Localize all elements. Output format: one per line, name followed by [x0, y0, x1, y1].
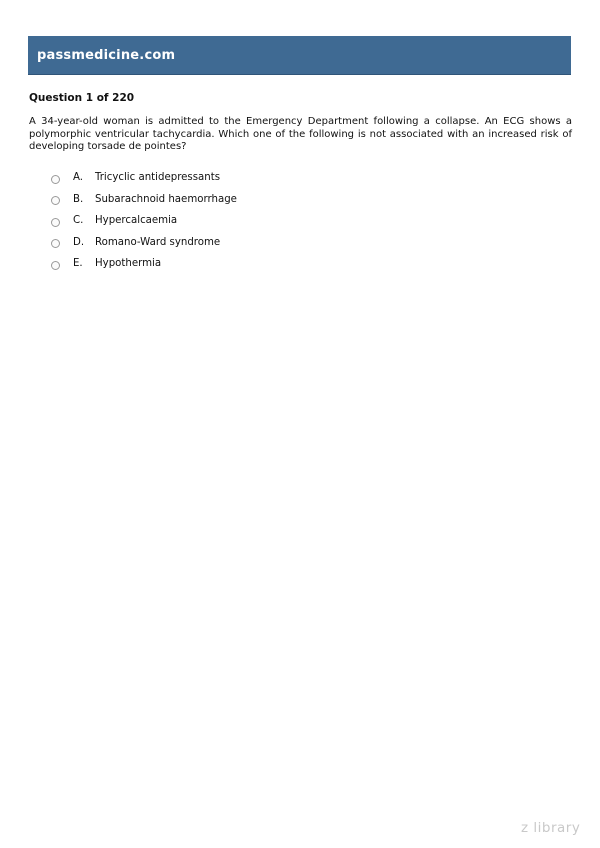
option-letter: E. [73, 258, 83, 270]
radio-button-icon[interactable] [51, 261, 60, 270]
option-label: Subarachnoid haemorrhage [95, 193, 237, 205]
option-label: Hypercalcaemia [95, 215, 178, 227]
option-label: Hypothermia [95, 258, 162, 270]
option-label: Romano-Ward syndrome [95, 236, 221, 248]
question-text: A 34-year-old woman is admitted to the Emergency Department following a collapse. An ECG shows a polymorphic ventricular tachycardia. Which one of the following is not associated with an increased risk of developing torsade de pointes? [29, 116, 572, 152]
radio-button-icon[interactable] [51, 196, 60, 205]
radio-button-icon[interactable] [51, 175, 60, 184]
option-a[interactable] [51, 167, 451, 189]
option-c[interactable] [51, 210, 451, 232]
option-e[interactable] [51, 253, 451, 275]
answer-options [51, 167, 451, 275]
watermark: z library [521, 820, 581, 836]
radio-button-icon[interactable] [51, 218, 60, 227]
site-name: passmedicine.com [37, 48, 176, 63]
question-counter: Question 1 of 220 [29, 92, 135, 104]
option-letter: A. [73, 172, 84, 184]
option-letter: C. [73, 215, 84, 227]
radio-button-icon[interactable] [51, 239, 60, 248]
option-letter: B. [73, 193, 84, 205]
option-letter: D. [73, 236, 85, 248]
option-b[interactable] [51, 189, 451, 211]
header-bar [28, 36, 571, 75]
option-d[interactable] [51, 232, 451, 254]
option-label: Tricyclic antidepressants [95, 172, 221, 184]
